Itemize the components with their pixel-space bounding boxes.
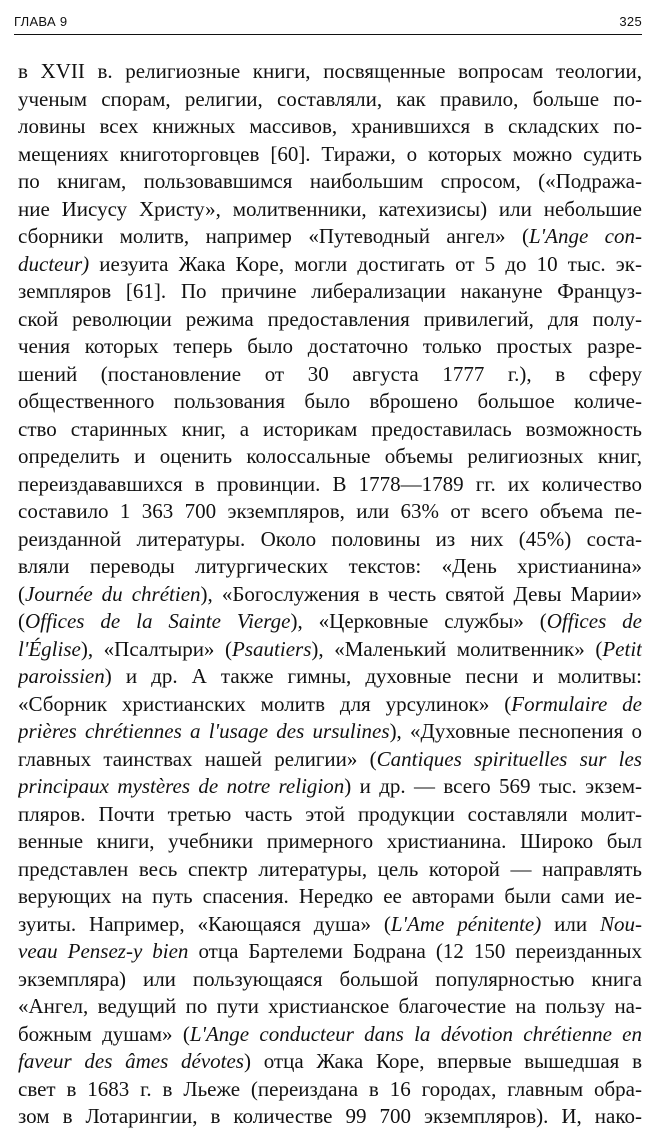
text-line bbox=[18, 251, 642, 279]
text-segment: ние Иисусу Христу», молитвенники, катехизисы) или небольшие bbox=[18, 196, 642, 221]
text-line bbox=[18, 966, 642, 994]
text-segment: общественного пользования было вброшено большое количе- bbox=[18, 389, 642, 413]
italic-text: Nou- bbox=[600, 911, 642, 936]
text-line bbox=[18, 526, 642, 554]
text-segment: сборники молитв, например «Путеводный ангел» ( bbox=[18, 224, 529, 248]
text-line bbox=[18, 691, 642, 719]
text-line bbox=[18, 746, 642, 774]
text-line bbox=[18, 471, 642, 499]
text-segment: ) отца Жака Коре, впервые вышедшая в bbox=[243, 1049, 642, 1073]
italic-text: ducteur) bbox=[18, 251, 90, 276]
text-segment: зом в Лотарингии, в количестве 99 700 экземпляров). И, нако- bbox=[18, 1104, 642, 1128]
text-line bbox=[18, 498, 642, 526]
text-line bbox=[18, 278, 642, 306]
text-segment: по книгам, пользовавшимся наибольшим спросом, («Подража- bbox=[18, 169, 642, 193]
text-line bbox=[18, 801, 642, 829]
text-segment: пляров. Почти третью часть этой продукции составляли молит- bbox=[18, 801, 642, 826]
text-segment: ), «Духовные песнопения о bbox=[389, 719, 642, 743]
text-segment: земпляров [61]. По причине либерализации накануне Француз- bbox=[18, 279, 642, 303]
text-segment: ловины всех книжных массивов, хранившихся в складских по- bbox=[18, 114, 642, 138]
text-segment: отца Бартелеми Бодрана (12 150 переизданных bbox=[188, 939, 642, 963]
text-line bbox=[18, 553, 642, 581]
text-line bbox=[18, 718, 642, 746]
text-line bbox=[18, 911, 642, 939]
text-segment: свет в 1683 г. в Льеже (переиздана в 16 городах, главным обра- bbox=[18, 1076, 642, 1101]
text-line bbox=[18, 443, 642, 471]
text-line bbox=[18, 581, 642, 609]
text-segment: определить и оценить колоссальные объемы религиозных книг, bbox=[18, 444, 642, 468]
text-segment: мещениях книготорговцев [60]. Тиражи, о которых можно судить bbox=[18, 141, 642, 166]
italic-text: L'Ange conducteur dans la dévotion chrétienne en bbox=[189, 1021, 642, 1046]
text-line bbox=[18, 938, 642, 966]
italic-text: Cantiques spirituelles sur les bbox=[376, 746, 642, 771]
text-segment: верующих на путь спасения. Нередко ее авторами были сами ие- bbox=[18, 884, 642, 908]
text-segment: «Ангел, ведущий по пути христианское благочестие на пользу на- bbox=[18, 994, 642, 1018]
italic-text: Petit bbox=[602, 636, 642, 661]
text-segment: вляли переводы литургических текстов: «День христианина» bbox=[18, 554, 642, 578]
text-segment: ( bbox=[18, 581, 25, 606]
page-number: 325 bbox=[619, 14, 642, 29]
italic-text: L'Ange con- bbox=[528, 224, 642, 248]
italic-text: Formulaire de bbox=[511, 691, 642, 716]
text-line bbox=[18, 856, 642, 884]
text-line bbox=[18, 993, 642, 1021]
text-line bbox=[18, 168, 642, 196]
text-line bbox=[18, 1076, 642, 1104]
italic-text: principaux mystères de notre religion bbox=[18, 774, 345, 798]
italic-text: prières chrétiennes a l'usage des ursulines bbox=[18, 719, 390, 743]
text-segment: шений (постановление от 30 августа 1777 г.), в сферу bbox=[18, 361, 642, 386]
text-line bbox=[18, 361, 642, 389]
text-segment: реизданной литературы. Около половины из них (45%) соста- bbox=[18, 526, 642, 551]
italic-text: faveur des âmes dévotes bbox=[18, 1049, 244, 1073]
text-line bbox=[18, 636, 642, 664]
text-segment: чения которых теперь было достаточно только простых разре- bbox=[18, 334, 642, 358]
text-line bbox=[18, 1103, 642, 1131]
italic-text: Psautiers bbox=[232, 636, 312, 661]
chapter-title: ГЛАВА 9 bbox=[14, 14, 68, 29]
text-segment: ), «Богослужения в честь святой Девы Марии» bbox=[200, 581, 642, 606]
text-segment: ), «Маленький молитвенник» ( bbox=[311, 636, 603, 661]
text-line bbox=[18, 58, 642, 86]
italic-text: Offices de la Sainte Vierge bbox=[25, 609, 291, 633]
text-line bbox=[18, 86, 642, 114]
text-segment: «Сборник христианских молитв для урсулинок» ( bbox=[18, 691, 512, 716]
text-line bbox=[18, 388, 642, 416]
body-text bbox=[18, 58, 642, 1131]
text-segment: переиздававшихся в провинции. В 1778—1789 гг. их количество bbox=[18, 471, 642, 496]
text-line bbox=[18, 196, 642, 224]
text-segment: божным душам» ( bbox=[18, 1021, 190, 1046]
text-segment: ) и др. — всего 569 тыс. экзем- bbox=[344, 774, 642, 798]
text-segment: экземпляра) или пользующаяся большой популярностью книга bbox=[18, 966, 642, 991]
text-line bbox=[18, 141, 642, 169]
italic-text: veau Pensez-y bien bbox=[18, 939, 189, 963]
text-segment: иезуита Жака Коре, могли достигать от 5 до 10 тыс. эк- bbox=[89, 251, 642, 276]
italic-text: Journée du chrétien bbox=[25, 581, 201, 606]
text-line bbox=[18, 113, 642, 141]
text-segment: венные книги, учебники примерного христианина. Широко был bbox=[18, 829, 642, 853]
italic-text: l'Église bbox=[18, 636, 81, 661]
text-segment: или bbox=[541, 911, 600, 936]
italic-text: L'Ame pénitente) bbox=[390, 911, 542, 936]
text-line bbox=[18, 416, 642, 444]
text-segment: составило 1 363 700 экземпляров, или 63% от всего объема пе- bbox=[18, 499, 642, 523]
italic-text: Offices de bbox=[546, 609, 642, 633]
italic-text: paroissien bbox=[18, 664, 105, 688]
text-line bbox=[18, 773, 642, 801]
text-line bbox=[18, 1021, 642, 1049]
text-segment: ) и др. А также гимны, духовные песни и молитвы: bbox=[104, 664, 642, 688]
header-rule bbox=[14, 34, 642, 35]
text-segment: зуиты. Например, «Кающаяся душа» ( bbox=[18, 911, 391, 936]
text-line bbox=[18, 883, 642, 911]
text-segment: ской революции режима предоставления привилегий, для полу- bbox=[18, 306, 642, 331]
text-segment: представлен весь спектр литературы, цель которой — направлять bbox=[18, 856, 642, 881]
text-segment: ( bbox=[18, 609, 25, 633]
text-line bbox=[18, 663, 642, 691]
text-line bbox=[18, 306, 642, 334]
text-segment: ), «Псалтыри» ( bbox=[80, 636, 233, 661]
text-line bbox=[18, 223, 642, 251]
text-line bbox=[18, 828, 642, 856]
text-line bbox=[18, 1048, 642, 1076]
text-line bbox=[18, 333, 642, 361]
text-segment: ство старинных книг, а историкам предоставилась возможность bbox=[18, 416, 642, 441]
text-line bbox=[18, 608, 642, 636]
text-segment: ), «Церковные службы» ( bbox=[290, 609, 547, 633]
running-header bbox=[14, 10, 642, 32]
text-segment: ученым спорам, религии, составляли, как правило, больше по- bbox=[18, 86, 642, 111]
text-segment: главных таинствах нашей религии» ( bbox=[18, 746, 377, 771]
text-segment: в XVII в. религиозные книги, посвященные вопросам теологии, bbox=[18, 59, 642, 83]
